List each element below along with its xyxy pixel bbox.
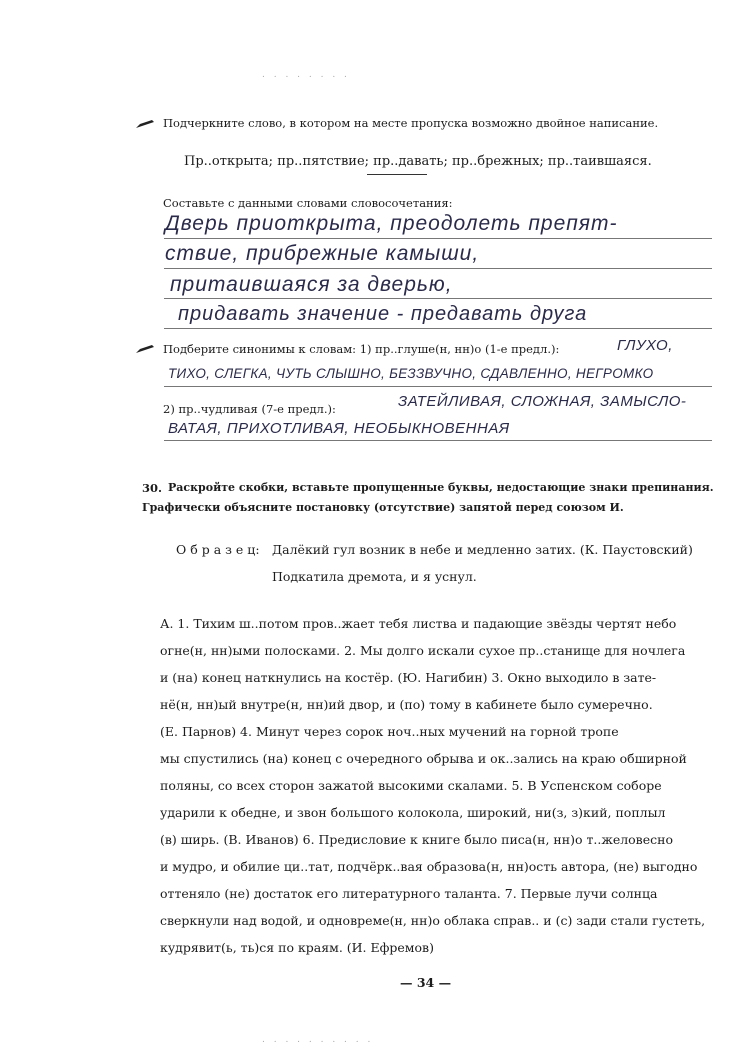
compose-instruction: Составьте с данными словами словосочетания: (163, 196, 453, 210)
exercise-instruction: Графически объясните постановку (отсутствие) запятой перед союзом И. (142, 501, 624, 514)
exercise-line: и (на) конец наткнулись на костёр. (Ю. Нагибин) 3. Окно выходило в зате- (160, 670, 657, 685)
exercise-line: (в) ширь. (В. Иванов) 6. Предисловие к книге было писа(н, нн)о т..желовесно (160, 832, 673, 847)
exercise-line: мы спустились (на) конец с очередного обрыва и ок..зались на краю обширной (160, 751, 687, 766)
synonyms-answer: ВАТАЯ, ПРИХОТЛИВАЯ, НЕОБЫКНОВЕННАЯ (168, 420, 510, 437)
answer-rule (164, 298, 712, 299)
exercise-number: 30. (142, 481, 163, 495)
exercise-line: оттеняло (не) достаток его литературного таланта. 7. Первые лучи солнца (160, 886, 658, 901)
exercise-line: А. 1. Тихим ш..потом пров..жает тебя листва и падающие звёзды чертят небо (160, 616, 677, 631)
underline-instruction: Подчеркните слово, в котором на месте пропуска возможно двойное написание. (163, 116, 659, 130)
underline-mark (367, 174, 427, 175)
synonyms-answer: ТИХО, СЛЕГКА, ЧУТЬ СЛЫШНО, БЕЗЗВУЧНО, СДАВЛЕННО, НЕГРОМКО (168, 366, 654, 381)
sample-sentence: Подкатила дремота, и я уснул. (272, 569, 477, 584)
page-number: — 34 — (400, 975, 452, 990)
scan-mark-bottom: . . . . . . . . . . (262, 1035, 374, 1045)
underline-words: Пр..открыта; пр..пятствие; пр..давать; пр..брежных; пр..таившаяся. (184, 154, 652, 169)
answer-line: придавать значение - предавать друга (178, 303, 588, 325)
exercise-line: поляны, со всех сторон зажатой высокими скалами. 5. В Успенском соборе (160, 778, 662, 793)
synonyms-task-1: Подберите синонимы к словам: 1) пр..глуше(н, нн)о (1-е предл.): (163, 342, 560, 356)
scan-mark-top: . . . . . . . . (262, 70, 350, 80)
sample-label: О б р а з е ц: (176, 542, 260, 557)
answer-rule (164, 440, 712, 441)
synonyms-task-2: 2) пр..чудливая (7-е предл.): (163, 402, 336, 416)
exercise-line: кудрявит(ь, ть)ся по краям. (И. Ефремов) (160, 940, 434, 955)
answer-line: Дверь приоткрыта, преодолеть препят- (165, 212, 618, 235)
synonyms-answer: ЗАТЕЙЛИВАЯ, СЛОЖНАЯ, ЗАМЫСЛО- (398, 393, 687, 410)
pencil-icon (136, 345, 154, 353)
exercise-line: ударили к обедне, и звон большого колокола, широкий, ни(з, з)кий, поплыл (160, 805, 666, 820)
exercise-line: (Е. Парнов) 4. Минут через сорок ноч..ных мучений на горной тропе (160, 724, 619, 739)
exercise-line: и мудро, и обилие ци..тат, подчёрк..вая образова(н, нн)ость автора, (не) выгодно (160, 859, 698, 874)
exercise-line: огне(н, нн)ыми полосками. 2. Мы долго искали сухое пр..станище для ночлега (160, 643, 686, 658)
exercise-line: сверкнули над водой, и одновреме(н, нн)о облака справ.. и (с) зади стали густеть, (160, 913, 706, 928)
answer-line: ствие, прибрежные камыши, (165, 242, 480, 265)
answer-rule (164, 328, 712, 329)
answer-rule (164, 386, 712, 387)
pencil-icon (136, 120, 154, 128)
sample-sentence: Далёкий гул возник в небе и медленно затих. (К. Паустовский) (272, 542, 693, 557)
answer-rule (164, 268, 712, 269)
exercise-line: нё(н, нн)ый внутре(н, нн)ий двор, и (по) тому в кабинете было сумеречно. (160, 697, 653, 712)
exercise-instruction: Раскройте скобки, вставьте пропущенные буквы, недостающие знаки препинания. (168, 481, 714, 494)
answer-rule (164, 238, 712, 239)
answer-line: притаившаяся за дверью, (170, 273, 453, 296)
synonyms-answer: ГЛУХО, (617, 337, 673, 354)
